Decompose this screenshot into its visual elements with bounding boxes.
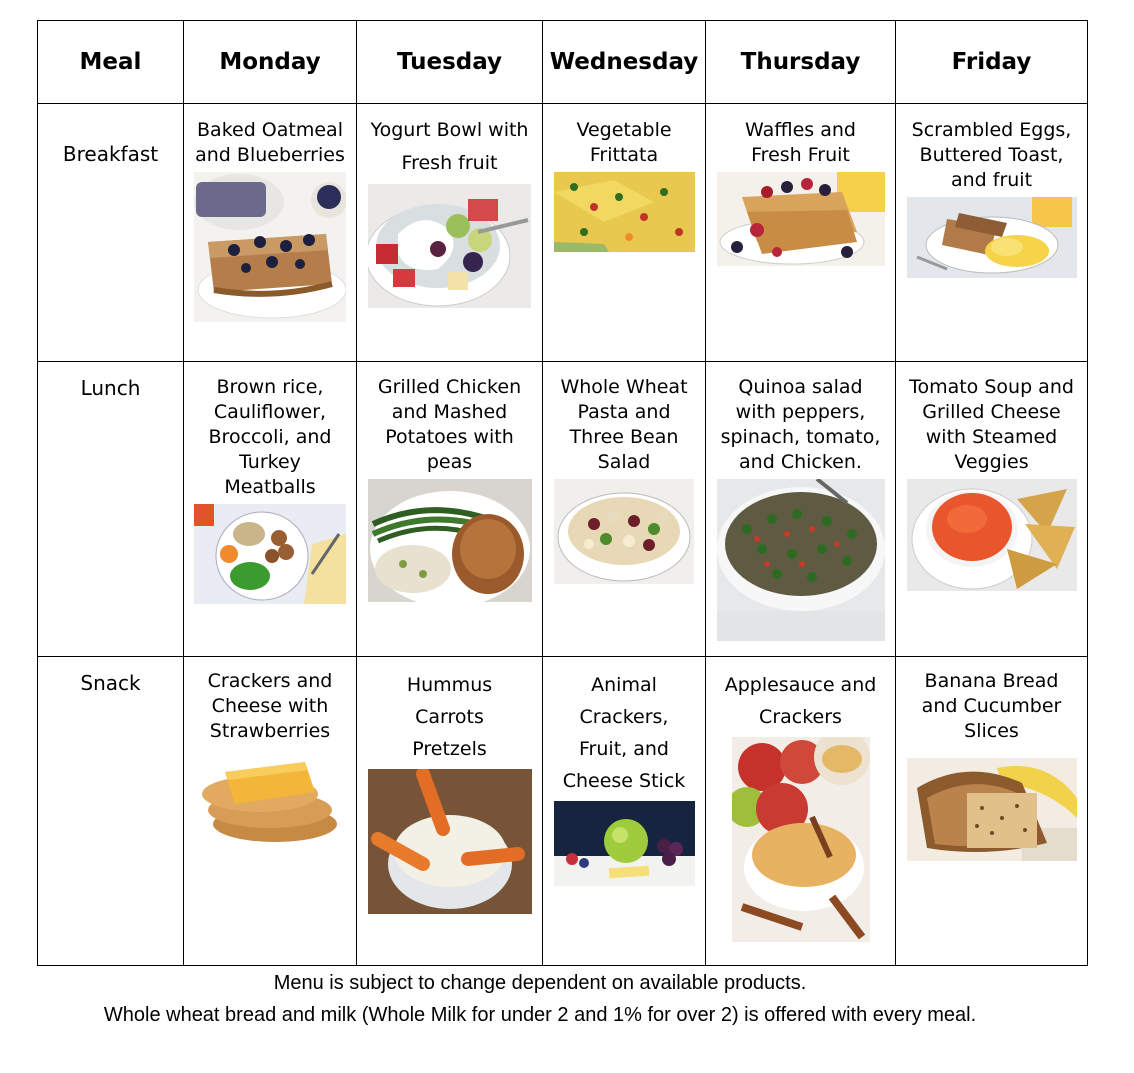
menu-cell xyxy=(357,362,543,657)
snack-row xyxy=(38,657,1088,966)
oatmeal-photo-icon xyxy=(194,172,346,322)
menu-cell xyxy=(896,657,1088,966)
thursday-column-header: Thursday xyxy=(706,21,896,104)
menu-footer-note xyxy=(0,967,1080,1031)
meal-menu-table xyxy=(37,20,1088,966)
menu-item-text: Banana Bread and Cucumber Slices xyxy=(921,670,1062,742)
eggs-toast-photo-icon xyxy=(907,197,1077,278)
tuesday-column-header: Tuesday xyxy=(357,21,543,104)
monday-column-header: Monday xyxy=(184,21,357,104)
waffles-photo-icon xyxy=(717,172,885,266)
menu-cell xyxy=(184,657,357,966)
fruit-cheese-photo-icon xyxy=(554,801,695,886)
menu-item-text: Applesauce and Crackers xyxy=(724,674,877,728)
menu-cell xyxy=(706,657,896,966)
menu-cell xyxy=(543,362,706,657)
bean-salad-photo-icon xyxy=(554,479,694,584)
menu-cell xyxy=(184,104,357,362)
breakfast-meal-cell xyxy=(38,104,184,362)
snack-meal-cell xyxy=(38,657,184,966)
header-row xyxy=(38,21,1088,104)
rice-meatballs-photo-icon xyxy=(194,504,346,604)
footer-line-1: Menu is subject to change dependent on available products. xyxy=(273,972,807,994)
meal-label: Lunch xyxy=(80,376,141,400)
banana-bread-photo-icon xyxy=(907,758,1077,861)
menu-item-text: Scrambled Eggs, Buttered Toast, and fruit xyxy=(911,119,1072,191)
menu-cell xyxy=(357,104,543,362)
meal-label: Snack xyxy=(80,671,141,695)
menu-cell xyxy=(543,657,706,966)
footer-line-2: Whole wheat bread and milk (Whole Milk for under 2 and 1% for over 2) is offered with every meal. xyxy=(103,1004,977,1026)
menu-cell xyxy=(896,362,1088,657)
chicken-potatoes-photo-icon xyxy=(368,479,532,602)
meal-label: Breakfast xyxy=(62,142,159,166)
friday-column-header: Friday xyxy=(896,21,1088,104)
menu-item-text: Waffles and Fresh Fruit xyxy=(745,119,856,166)
wednesday-column-header: Wednesday xyxy=(543,21,706,104)
menu-item-text: Baked Oatmeal and Blueberries xyxy=(195,119,345,166)
frittata-photo-icon xyxy=(554,172,695,252)
menu-item-text: Tomato Soup and Grilled Cheese with Steamed Veggies xyxy=(909,376,1074,473)
yogurt-bowl-photo-icon xyxy=(368,184,531,308)
menu-cell xyxy=(184,362,357,657)
menu-item-text: Whole Wheat Pasta and Three Bean Salad xyxy=(560,376,688,473)
meal-column-header: Meal xyxy=(38,21,184,104)
menu-item-text: Brown rice, Cauliflower, Broccoli, and Turkey Meatballs xyxy=(208,376,332,498)
menu-item-text: Crackers and Cheese with Strawberries xyxy=(207,670,333,742)
menu-item-text: Grilled Chicken and Mashed Potatoes with peas xyxy=(377,376,522,473)
menu-item-text: Animal Crackers, Fruit, and Cheese Stick xyxy=(562,674,686,792)
menu-cell xyxy=(896,104,1088,362)
menu-item-text: Hummus Carrots Pretzels xyxy=(406,674,493,760)
lunch-meal-cell xyxy=(38,362,184,657)
hummus-carrots-photo-icon xyxy=(368,769,532,914)
crackers-cheese-photo-icon xyxy=(200,752,340,847)
menu-cell xyxy=(357,657,543,966)
menu-cell xyxy=(706,362,896,657)
tomato-soup-photo-icon xyxy=(907,479,1077,591)
menu-item-text: Yogurt Bowl with Fresh fruit xyxy=(370,119,529,174)
breakfast-row xyxy=(38,104,1088,362)
menu-item-text: Quinoa salad with peppers, spinach, tomato, and Chicken. xyxy=(720,376,881,473)
menu-item-text: Vegetable Frittata xyxy=(576,119,672,166)
quinoa-salad-photo-icon xyxy=(717,479,885,641)
applesauce-photo-icon xyxy=(732,737,870,942)
lunch-row xyxy=(38,362,1088,657)
menu-cell xyxy=(543,104,706,362)
menu-cell xyxy=(706,104,896,362)
